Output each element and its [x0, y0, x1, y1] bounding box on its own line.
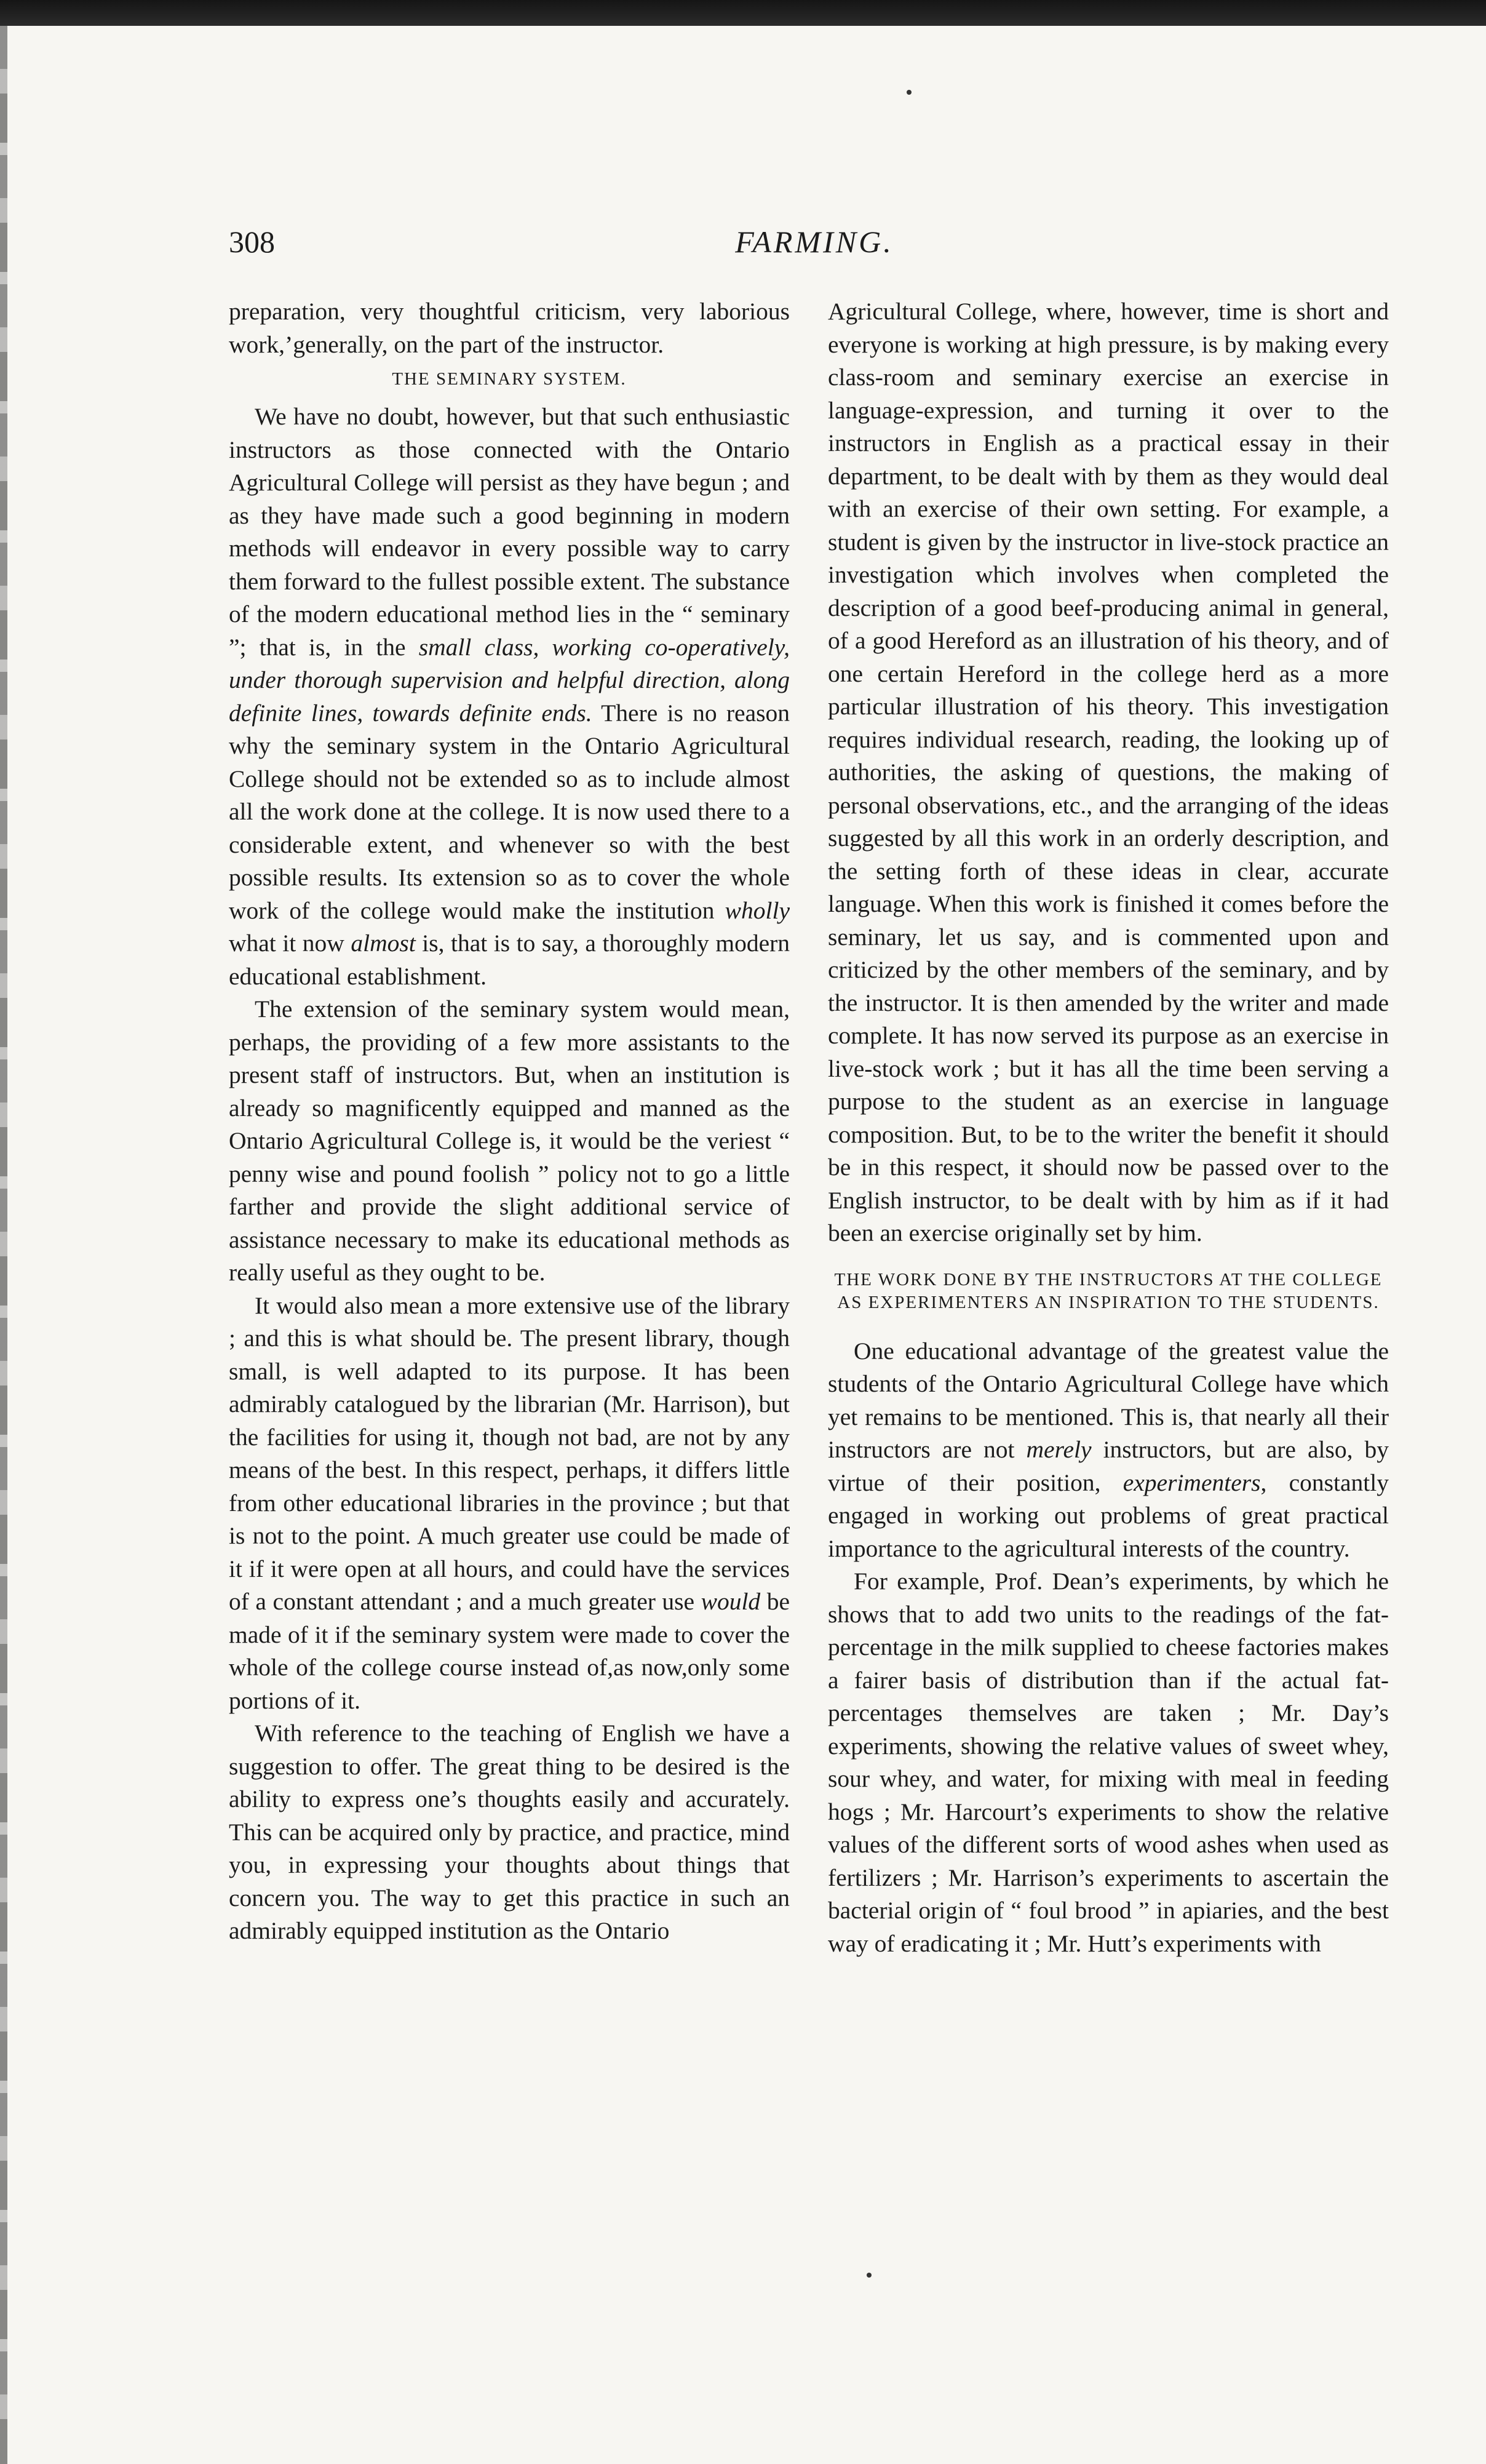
paragraph: It would also mean a more extensive use of the library ; and this is what should be. The present library, though small, is well adapted to its purpose. It has been admirably catalogued by the librarian (Mr. Harrison), but the facilities for using it, though not bad, are not by any means of the best. In this respect, perhaps, it differs little from other educational libraries in the province ; but that is not to the point. A much greater use could be made of it if it were open at all hours, and could have the services of a constant attendant ; and a much greater use would be made of it if the seminary system were made to cover the whole of the college course instead of,as now,only some portions of it.	[229, 1291, 790, 1714]
section-heading: THE SEMINARY SYSTEM.	[392, 369, 627, 389]
section-heading: THE WORK DONE BY THE INSTRUCTORS AT THE COLLEGE AS EXPERIMENTERS AN INSPIRATION TO THE STUDENTS.	[834, 1269, 1383, 1312]
paragraph: The extension of the seminary system would mean, perhaps, the providing of a few more assistants to the present staff of instructors. But, when an institution is already so magnificently equipped and manned as the Ontario Agricultural College is, it would be the veriest “ penny wise and pound foolish ” policy not to go a little farther and provide the slight additional service of assistance necessary to make its educational methods as really useful as they ought to be.	[229, 995, 790, 1286]
running-title: FARMING.	[735, 225, 894, 259]
left-column	[229, 295, 790, 1948]
paragraph: One educational advantage of the greatest value the students of the Ontario Agricultural College have which yet remains to be mentioned. This is, that nearly all their instructors are not merely instructors, but are also, by virtue of their position, experimenters, constantly engaged in working out problems of great practical importance to the agricultural interests of the country.	[828, 1337, 1389, 1562]
scan-speck	[867, 2273, 872, 2278]
scan-top-border	[0, 0, 1486, 26]
scan-speck	[907, 90, 912, 95]
right-column	[828, 295, 1389, 1960]
paragraph: Agricultural College, where, however, time is short and everyone is working at high pressure, is by making every class-room and seminary exercise an exercise in language-expression, and turning it over to the instructors in English as a practical essay in their department, to be dealt with by them as they would deal with an exercise of their own setting. For example, a student is given by the instructor in live-stock practice an investigation which involves when completed the description of a good beef-producing animal in general, of a good Hereford as an illustration of his theory, and of one certain Hereford in the college herd as a more particular illustration of his theory. This investigation requires individual research, reading, the looking up of authorities, the asking of questions, the making of personal observations, etc., and the arranging of the ideas suggested by all this work in an orderly description, and the setting forth of these ideas in clear, accurate language. When this work is finished it comes before the seminary, let us say, and is commented upon and criticized by the other members of the seminary, and by the instructor. It is then amended by the writer and made complete. It has now served its purpose as an exercise in live-stock work ; but it has all the time been serving a purpose to the student as an exercise in language composition. But, to be to the writer the benefit it should be in this respect, it should now be passed over to the English instructor, to be dealt with by him as if it had been an exercise originally set by him.	[828, 298, 1389, 1246]
paragraph: For example, Prof. Dean’s experiments, by which he shows that to add two units to the readings of the fat-percentage in the milk supplied to cheese factories makes a fairer basis of distribution than if the actual fat-percentages themselves are taken ; Mr. Day’s experiments, showing the relative values of sweet whey, sour whey, and water, for mixing with meal in feeding hogs ; Mr. Harcourt’s experiments to show the relative values of the different sorts of wood ashes when used as fertilizers ; Mr. Harrison’s experiments to ascertain the bacterial origin of “ foul brood ” in apiaries, and the best way of eradicating it ; Mr. Hutt’s experiments with	[828, 1568, 1389, 1957]
page-header	[229, 224, 1400, 267]
page-number: 308	[229, 225, 275, 259]
paragraph: We have no doubt, however, but that such enthusiastic instructors as those connected with the Ontario Agricultural College will persist as they have begun ; and as they have made such a good beginning in modern methods will endeavor in every possible way to carry them forward to the fullest possible extent. The substance of the modern educational method lies in the “ seminary ”; that is, in the small class, working co-operatively, under thorough supervision and helpful direction, along definite lines, towards definite ends. There is no reason why the seminary system in the Ontario Agricultural College should not be extended so as to include almost all the work done at the college. It is now used there to a considerable extent, and whenever so with the best possible results. Its extension so as to cover the whole work of the college would make the institution wholly what it now almost is, that is to say, a thoroughly modern educational establishment.	[229, 403, 790, 990]
paragraph: preparation, very thoughtful criticism, very laborious work,’generally, on the part of the instructor.	[229, 298, 790, 358]
paragraph: With reference to the teaching of English we have a suggestion to offer. The great thing to be desired is the ability to express one’s thoughts easily and accurately. This can be acquired only by practice, and practice, mind you, in expressing your thoughts about things that concern you. The way to get this practice in such an admirably equipped institution as the Ontario	[229, 1720, 790, 1944]
scan-left-edge	[0, 26, 7, 2464]
